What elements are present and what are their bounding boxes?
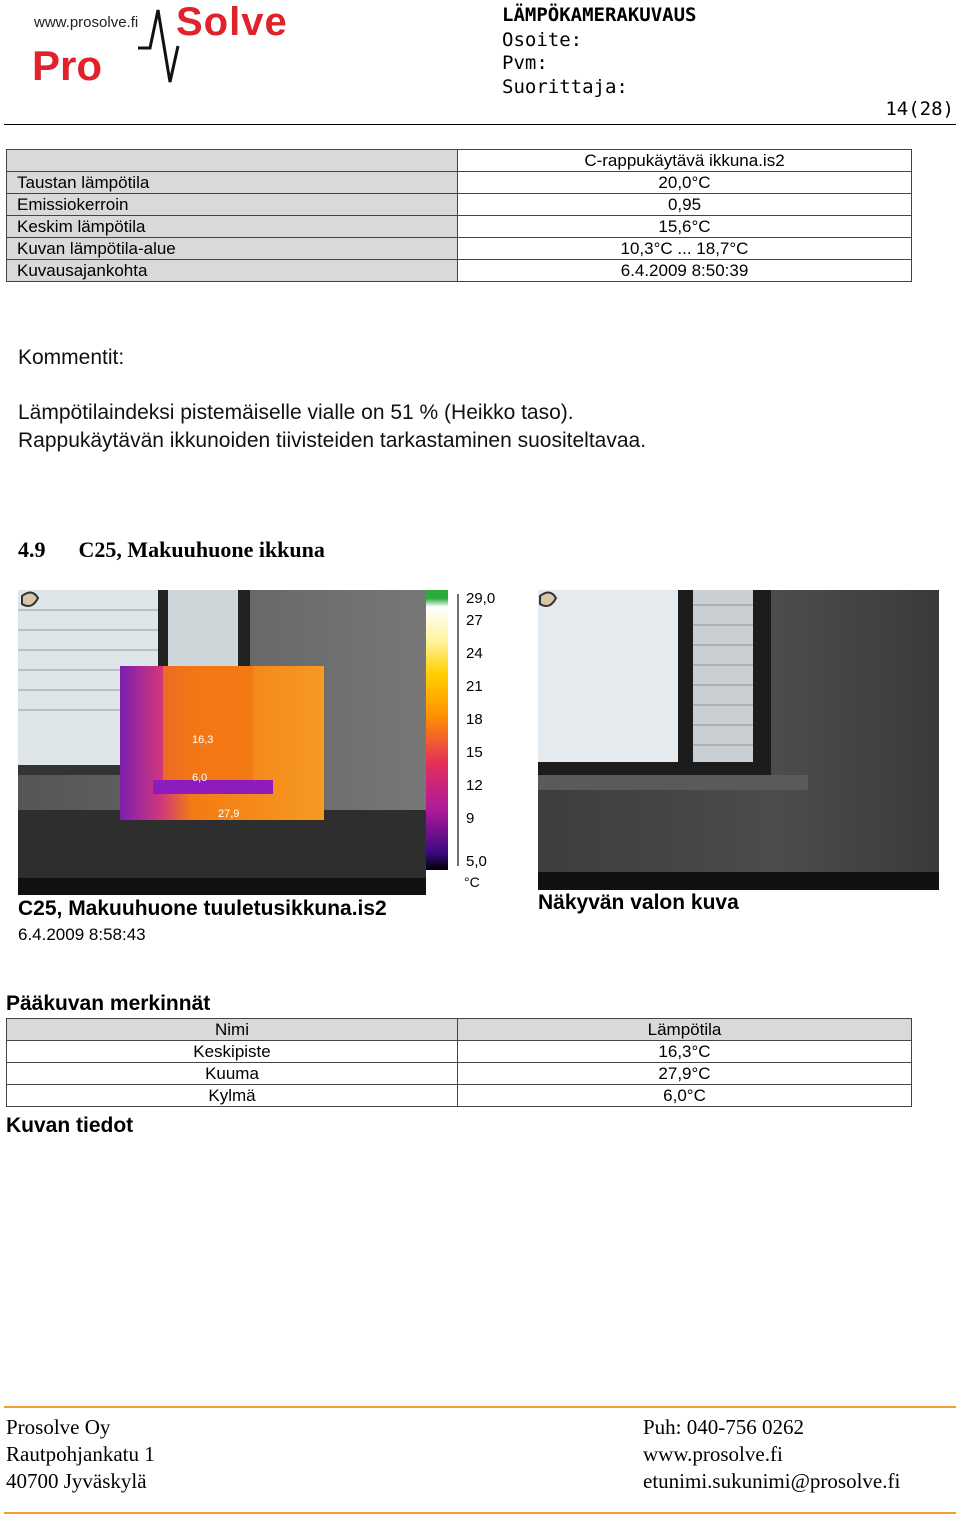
spot-label-cold: 6,0 — [192, 772, 208, 784]
visible-light-image — [538, 590, 939, 890]
marker-temperature: 6,0°C — [458, 1085, 912, 1107]
row-value: 10,3°C ... 18,7°C — [458, 238, 912, 260]
table-row — [7, 1085, 912, 1107]
row-label: Keskim lämpötila — [7, 216, 458, 238]
markers-heading: Pääkuvan merkinnät — [6, 992, 211, 1015]
marker-name: Keskipiste — [7, 1041, 458, 1063]
scale-unit: °C — [464, 874, 480, 890]
logo-solve: Solve — [176, 0, 288, 44]
comment-line-1: Lämpötilaindeksi pistemäiselle vialle on 51 % (Heikko taso). — [18, 401, 574, 424]
footer-city: 40700 Jyväskylä — [6, 1469, 147, 1493]
marker-temperature: 27,9°C — [458, 1063, 912, 1085]
performer-label: Suorittaja: — [502, 76, 628, 98]
thermal-image — [18, 590, 426, 895]
section-heading — [18, 537, 325, 563]
previous-image-info-table — [6, 149, 912, 282]
footer-phone: Puh: 040-756 0262 — [643, 1415, 805, 1439]
column-header-temperature: Lämpötila — [458, 1019, 912, 1041]
table-row — [7, 1063, 912, 1085]
address-label: Osoite: — [502, 29, 583, 51]
table-row — [7, 1041, 912, 1063]
scale-tick-label: 18 — [466, 711, 483, 728]
footer-divider-top — [4, 1406, 956, 1408]
scale-tick-label: 24 — [466, 645, 483, 662]
table-row — [7, 150, 912, 172]
table-row — [7, 172, 912, 194]
footer-street: Rautpohjankatu 1 — [6, 1442, 155, 1466]
footer-divider-bottom — [4, 1512, 956, 1514]
scale-tick-marks — [452, 590, 466, 870]
logo-pro: Pro — [32, 42, 103, 89]
temperature-scale-bar — [426, 590, 448, 870]
scale-tick-label: 21 — [466, 678, 483, 695]
row-label: Taustan lämpötila — [7, 172, 458, 194]
markers-table — [6, 1018, 912, 1107]
column-header-name: Nimi — [7, 1019, 458, 1041]
scale-tick-label: 9 — [466, 810, 475, 827]
scale-tick-label: 27 — [466, 612, 483, 629]
row-value: 15,6°C — [458, 216, 912, 238]
comments-heading: Kommentit: — [18, 346, 125, 369]
table-header-row — [7, 1019, 912, 1041]
row-label: Kuvausajankohta — [7, 260, 458, 282]
comment-line-2: Rappukäytävän ikkunoiden tiivisteiden tarkastaminen suositeltavaa. — [18, 429, 647, 452]
page-number: 14(28) — [885, 98, 954, 120]
section-title: C25, Makuuhuone ikkuna — [78, 537, 325, 562]
section-number: 4.9 — [18, 537, 46, 562]
logo-zigzag-icon — [138, 6, 188, 86]
row-label: Kuvan lämpötila-alue — [7, 238, 458, 260]
marker-temperature: 16,3°C — [458, 1041, 912, 1063]
logo-url: www.prosolve.fi — [34, 14, 139, 31]
footer-website[interactable]: www.prosolve.fi — [643, 1442, 783, 1466]
scale-tick-label: 5,0 — [466, 853, 487, 870]
table-row — [7, 260, 912, 282]
scale-tick-label: 29,0 — [466, 590, 496, 607]
table-row — [7, 238, 912, 260]
thermal-image-caption: C25, Makuuhuone tuuletusikkuna.is2 — [18, 897, 387, 920]
table-row — [7, 216, 912, 238]
footer-company: Prosolve Oy — [6, 1415, 111, 1439]
scale-tick-label: 12 — [466, 777, 483, 794]
scale-tick-label: 15 — [466, 744, 483, 761]
previous-image-filename: C-rappukäytävä ikkuna.is2 — [458, 150, 912, 172]
image-info-heading: Kuvan tiedot — [6, 1114, 134, 1137]
table-row — [7, 194, 912, 216]
row-value: 20,0°C — [458, 172, 912, 194]
thermal-image-timestamp: 6.4.2009 8:58:43 — [18, 925, 146, 944]
date-label: Pvm: — [502, 52, 548, 74]
row-label: Emissiokerroin — [7, 194, 458, 216]
company-logo — [0, 0, 320, 90]
table-cell — [7, 150, 458, 172]
marker-name: Kuuma — [7, 1063, 458, 1085]
row-value: 0,95 — [458, 194, 912, 216]
spot-label-center: 16,3 — [192, 734, 214, 746]
header-divider — [4, 124, 956, 125]
footer-email[interactable]: etunimi.sukunimi@prosolve.fi — [643, 1469, 901, 1493]
temperature-scale-ticks — [452, 590, 512, 890]
marker-name: Kylmä — [7, 1085, 458, 1107]
report-title: LÄMPÖKAMERAKUVAUS — [502, 4, 697, 26]
spot-label-hot: 27,9 — [218, 808, 240, 820]
visible-image-caption: Näkyvän valon kuva — [538, 891, 739, 914]
row-value: 6.4.2009 8:50:39 — [458, 260, 912, 282]
